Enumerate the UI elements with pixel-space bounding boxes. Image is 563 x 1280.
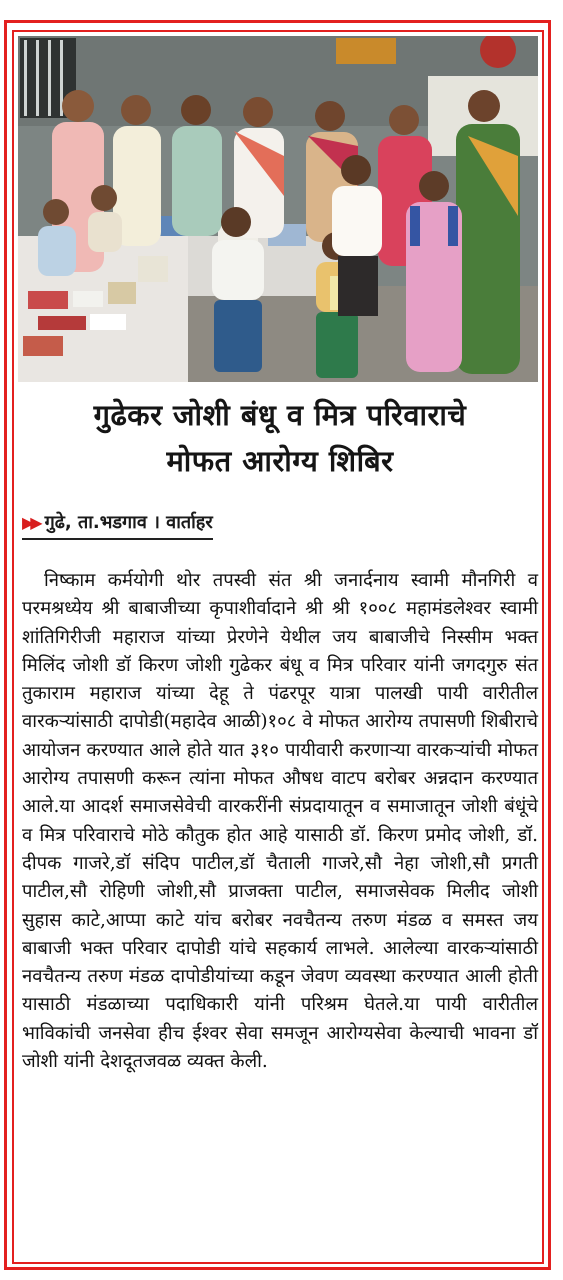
- headline-line-1: गुढेकर जोशी बंधू व मित्र परिवाराचे: [93, 398, 467, 432]
- article-paragraph: निष्काम कर्मयोगी थोर तपस्वी संत श्री जनार्दनाय स्वामी मौनगिरी व परमश्रध्येय श्री बाबाजीच्या कृपाशीर्वादाने श्री श्री १००८ महामंडलेश्वर स्वामी शांतिगिरीजी महाराज यांच्या प्रेरणेने येथील जय बाबाजीचे निस्सीम भक्त मिलिंद जोशी डॉ किरण जोशी गुढेकर बंधू व मित्र परिवार यांनी जगदगुरु संत तुकाराम महाराज यांच्या देहू ते पंढरपूर यात्रा पालखी पायी वारीतील वारकऱ्यांसाठी दापोडी(महादेव आळी)१०८ वे मोफत आरोग्य तपासणी शिबीराचे आयोजन करण्यात आले होते यात ३१० पायीवारी करणाऱ्या वारकऱ्यांची मोफत आरोग्य तपासणी करून त्यांना मोफत औषध वाटप बरोबर अन्नदान करण्यात आले.या आदर्श समाजसेवेची वारकरींनी संप्रदायातून व समाजातून जोशी बंधूंचे व मित्र परिवाराचे मोठे कौतुक होत आहे यासाठी डॉ. किरण प्रमोद जोशी, डॉ. दीपक गाजरे,डॉ संदिप पाटील,डॉ चैताली गाजरे,सौ नेहा जोशी,सौ प्रगती पाटील,सौ रोहिणी जोशी,सौ प्राजक्ता पाटील, समाजसेवक मिलीद जोशी सुहास काटे,आप्पा काटे यांच बरोबर नवचैतन्य तरुण मंडळ व समस्त जय बाबाजी भक्त परिवार दापोडी यांचे सहकार्य लाभले. आलेल्या वारकऱ्यांसाठी नवचैतन्य तरुण मंडळ दापोडीयांच्या कडून जेवण व्यवस्था करण्यात आली होती यासाठी मंडळाच्या पदाधिकारी यांनी परिश्रम घेतले.या पायी वारीतील भाविकांची जनसेवा हीच ईश्वर सेवा समजून आरोग्यसेवा केल्याची भावना डॉ जोशी यांनी देशदूतजवळ व्यक्त केली.: [22, 570, 538, 1073]
- headline: [20, 392, 540, 484]
- news-photo: [18, 36, 538, 382]
- dateline-text: गुढे, ता.भडगाव । वार्ताहर: [44, 512, 213, 533]
- dateline: [22, 510, 213, 540]
- article-body: [22, 567, 538, 1076]
- headline-line-2: मोफत आरोग्य शिबिर: [166, 444, 394, 478]
- double-arrow-icon: ▶▶: [22, 512, 39, 532]
